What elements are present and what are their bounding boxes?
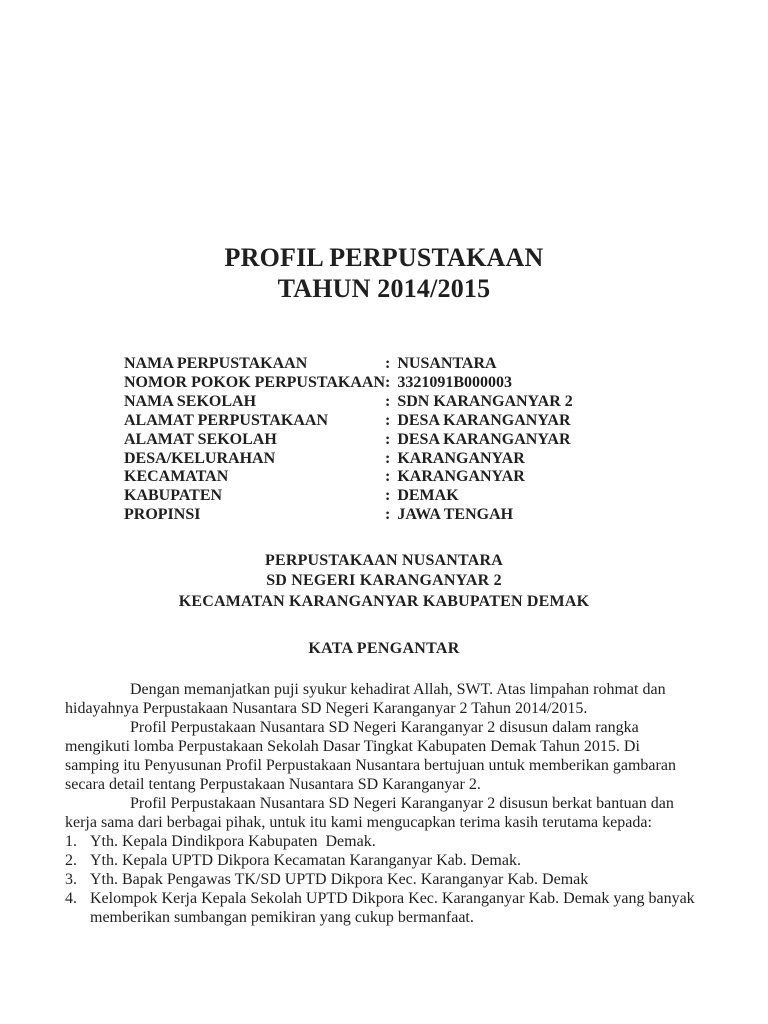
library-profile-fields	[124, 355, 573, 525]
list-item-line: Yth. Bapak Pengawas TK/SD UPTD Dikpora Kec. Karanganyar Kab. Demak	[90, 871, 589, 888]
section-title: KATA PENGANTAR	[308, 640, 460, 657]
profile-field-value: JAWA TENGAH	[397, 506, 514, 524]
list-item-line: Yth. Kepala Dindikpora Kabupaten Demak.	[90, 833, 376, 850]
profile-field-value: NUSANTARA	[397, 355, 497, 372]
profile-field-value: DESA KARANGANYAR	[397, 430, 571, 448]
profile-field-separator: :	[385, 392, 391, 410]
profile-row	[124, 355, 573, 374]
profile-row	[124, 506, 573, 525]
library-heading-line: PERPUSTAKAAN NUSANTARA	[264, 552, 504, 569]
profile-field-separator: :	[385, 506, 391, 524]
profile-field-value: DESA KARANGANYAR	[397, 411, 571, 429]
paragraph-line: kerja sama dari berbagai pihak, untuk itu kami mengucapkan terima kasih terutama kepada:	[65, 814, 652, 831]
library-heading-line: KECAMATAN KARANGANYAR KABUPATEN DEMAK	[178, 592, 590, 610]
paragraph-line: mengikuti lomba Perpustakaan Sekolah Dasar Tingkat Kabupaten Demak Tahun 2015. Di	[65, 738, 640, 755]
kata-pengantar-body	[65, 680, 713, 927]
profile-field-separator: :	[385, 355, 391, 372]
list-item-line: Yth. Kepala UPTD Dikpora Kecamatan Karanganyar Kab. Demak.	[90, 852, 521, 869]
profile-field-separator: :	[385, 449, 391, 467]
profile-row	[124, 468, 573, 487]
profile-field-value: KARANGANYAR	[397, 449, 525, 467]
profile-row	[124, 431, 573, 450]
paragraph-line: Profil Perpustakaan Nusantara SD Negeri Karanganyar 2 disusun dalam rangka	[130, 719, 639, 736]
profile-field-label: KABUPATEN	[124, 487, 223, 505]
profile-field-label: ALAMAT SEKOLAH	[124, 430, 277, 448]
paragraph-line: secara detail tentang Perpustakaan Nusantara SD Karanganyar 2.	[65, 776, 481, 793]
profile-field-label: NAMA SEKOLAH	[124, 392, 257, 410]
paragraph-line: Dengan memanjatkan puji syukur kehadirat Allah, SWT. Atas limpahan rohmat dan	[130, 681, 666, 698]
profile-field-separator: :	[385, 487, 391, 505]
profile-field-value: DEMAK	[397, 487, 459, 505]
profile-row	[124, 450, 573, 469]
list-item-line: Kelompok Kerja Kepala Sekolah UPTD Dikpora Kec. Karanganyar Kab. Demak yang banyak	[90, 890, 695, 907]
profile-row	[124, 487, 573, 506]
library-heading-line: SD NEGERI KARANGANYAR 2	[266, 572, 502, 590]
profile-field-label: KECAMATAN	[124, 468, 229, 486]
profile-field-label: PROPINSI	[124, 506, 201, 524]
list-item-number: 4.	[65, 890, 77, 907]
paragraph-line: Profil Perpustakaan Nusantara SD Negeri Karanganyar 2 disusun berkat bantuan dan	[130, 795, 674, 812]
profile-field-label: NAMA PERPUSTAKAAN	[124, 355, 308, 372]
list-item	[65, 870, 713, 889]
profile-field-separator: :	[385, 430, 391, 448]
list-item-number: 1.	[65, 833, 77, 850]
profile-field-value: 3321091B000003	[397, 373, 512, 391]
list-item-line: memberikan sumbangan pemikiran yang cukup bermanfaat.	[90, 909, 474, 926]
list-item	[65, 889, 713, 927]
list-item	[65, 851, 713, 870]
paragraph-line: hidayahnya Perpustakaan Nusantara SD Negeri Karanganyar 2 Tahun 2014/2015.	[65, 700, 588, 717]
list-item-number: 2.	[65, 852, 77, 869]
profile-field-value: KARANGANYAR	[397, 468, 525, 486]
profile-row	[124, 412, 573, 431]
library-heading	[0, 551, 768, 612]
list-item	[65, 832, 713, 851]
profile-row	[124, 374, 573, 393]
list-item-number: 3.	[65, 871, 77, 888]
document-title-line: TAHUN 2014/2015	[277, 274, 491, 303]
profile-field-value: SDN KARANGANYAR 2	[397, 392, 573, 410]
document-title	[0, 242, 768, 304]
profile-field-label: NOMOR POKOK PERPUSTAKAAN	[124, 373, 386, 391]
profile-field-label: ALAMAT PERPUSTAKAAN	[124, 411, 329, 429]
profile-field-label: DESA/KELURAHAN	[124, 449, 276, 467]
profile-field-separator: :	[385, 411, 391, 429]
profile-row	[124, 393, 573, 412]
profile-field-separator: :	[385, 373, 391, 391]
document-title-line: PROFIL PERPUSTAKAAN	[224, 243, 544, 272]
profile-field-separator: :	[385, 468, 391, 486]
paragraph-line: samping itu Penyusunan Profil Perpustakaan Nusantara bertujuan untuk memberikan gambaran	[65, 757, 676, 774]
